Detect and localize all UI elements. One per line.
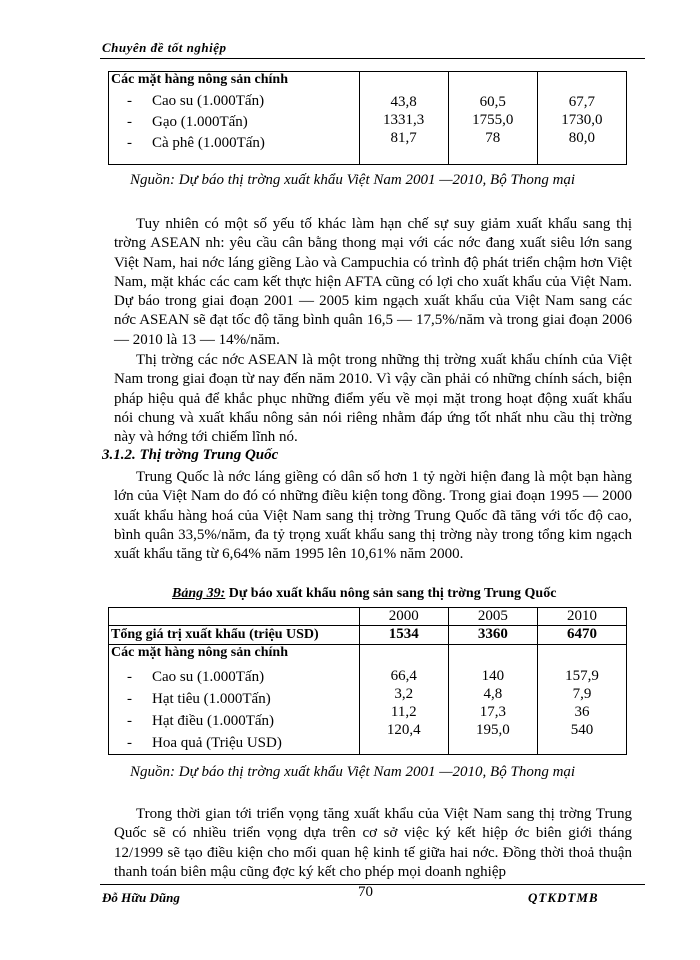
list-item: - Cao su (1.000Tấn) [127, 669, 265, 685]
page-header-title: Chuyên đề tốt nghiệp [102, 40, 227, 55]
category-title: Các mặt hàng nông sản chính [111, 645, 288, 660]
table-cell-2005: 140 4,8 17,3 195,0 [448, 645, 537, 755]
total-value: 3360 [448, 626, 537, 645]
footer-author: Đỗ Hữu Dũng [102, 890, 180, 905]
table-cell-items [109, 72, 360, 165]
source-note-1: Nguồn: Dự báo thị trờng xuất khẩu Việt Nam 2001 —2010, Bộ Thong mại [130, 172, 576, 188]
list-item: - Cao su (1.000Tấn) [127, 93, 265, 109]
table-cell-2010: 157,9 7,9 36 540 [537, 645, 626, 755]
table-cell-items [109, 645, 360, 755]
paragraph-4: Trong thời gian tới triển vọng tăng xuất khẩu của Việt Nam sang thị trờng Trung Quốc sẽ có nhiều triển vọng dựa trên cơ sở việc ký kết hiệp ớc biên giới tháng 12/1999 sẽ tạo điều kiện cho mối quan hệ kinh tế giữa hai nớc. Đồng thời thoả thuận thanh toán biên mậu cũng đợc ký kết cho phép mọi doanh nghiệp [114, 806, 632, 880]
column-header: 2000 [359, 608, 448, 626]
table-forecast-china [108, 607, 627, 755]
section-heading: 3.1.2. Thị trờng Trung Quốc [102, 447, 279, 463]
total-value: 1534 [359, 626, 448, 645]
paragraph-1: Tuy nhiên có một số yếu tố khác làm hạn chế sự suy giảm xuất khẩu sang thị trờng ASEAN nh: yêu cầu cân bằng thong mại với các nớc đang xuất siêu lớn sang Việt Nam, hai nớc láng giềng Lào và Campuchia có trình độ phát triển chậm hơn Việt Nam, mặt khác các cam kết thực hiện AFTA cũng có lợi cho xuất khẩu của Việt Nam. Dự báo trong giai đoạn 2001 — 2005 kim ngạch xuất khẩu của Việt Nam sang các nớc ASEAN sẽ đạt tốc độ tăng bình quân 16,5 — 17,5%/năm và trong giai đoạn 2006 — 2010 là 13 — 14%/năm. [114, 216, 632, 348]
list-item: - Hoa quả (Triệu USD) [127, 735, 282, 751]
column-header: 2005 [448, 608, 537, 626]
list-item: - Gạo (1.000Tấn) [127, 114, 248, 130]
table-cell-2010: 67,7 1730,0 80,0 [537, 72, 626, 165]
list-item: - Cà phê (1.000Tấn) [127, 135, 265, 151]
footer-class: QTKDTMB [528, 890, 599, 905]
header-rule [100, 58, 645, 59]
paragraph-2: Thị trờng các nớc ASEAN là một trong những thị trờng xuất khẩu chính của Việt Nam trong giai đoạn từ nay đến năm 2010. Vì vậy cần phải có những chính sách, biện pháp hiệu quả để khắc phục những điểm yếu về mọi mặt trong hoạt động xuất khẩu nói chung và xuất khẩu nông sản nói riêng nhằm đáp ứng tốt nhất nhu cầu thị trờng này và hớng tới chiếm lĩnh nó. [114, 352, 632, 446]
page-number: 70 [358, 884, 373, 900]
list-item: - Hạt tiêu (1.000Tấn) [127, 691, 271, 707]
table-caption: Bảng 39: Dự báo xuất khẩu nông sản sang thị trờng Trung Quốc [172, 586, 557, 601]
list-item: - Hạt điều (1.000Tấn) [127, 713, 275, 729]
column-header: 2010 [537, 608, 626, 626]
table-forecast-asean [108, 71, 627, 165]
table-header-empty [109, 608, 360, 626]
category-title: Các mặt hàng nông sản chính [111, 72, 288, 87]
total-label: Tổng giá trị xuất khẩu (triệu USD) [109, 626, 360, 645]
paragraph-3: Trung Quốc là nớc láng giềng có dân số hơn 1 tỷ ngời hiện đang là một bạn hàng lớn của Việt Nam do đó có những điều kiện tong đồng. Trong giai đoạn 1995 — 2000 xuất khẩu hàng hoá của Việt Nam sang thị trờng Trung Quốc đã tăng với tốc độ cao, bình quân 33,5%/năm, đa tỷ trọng xuất khẩu sang thị trờng này trong tổng kim ngạch xuất khẩu tăng từ 6,64% năm 1995 lên 10,61% năm 2000. [114, 469, 632, 563]
table-cell-2005: 60,5 1755,0 78 [448, 72, 537, 165]
source-note-2: Nguồn: Dự báo thị trờng xuất khẩu Việt Nam 2001 —2010, Bộ Thong mại [130, 764, 576, 780]
table-cell-2000: 66,4 3,2 11,2 120,4 [359, 645, 448, 755]
total-value: 6470 [537, 626, 626, 645]
table-cell-2000: 43,8 1331,3 81,7 [359, 72, 448, 165]
